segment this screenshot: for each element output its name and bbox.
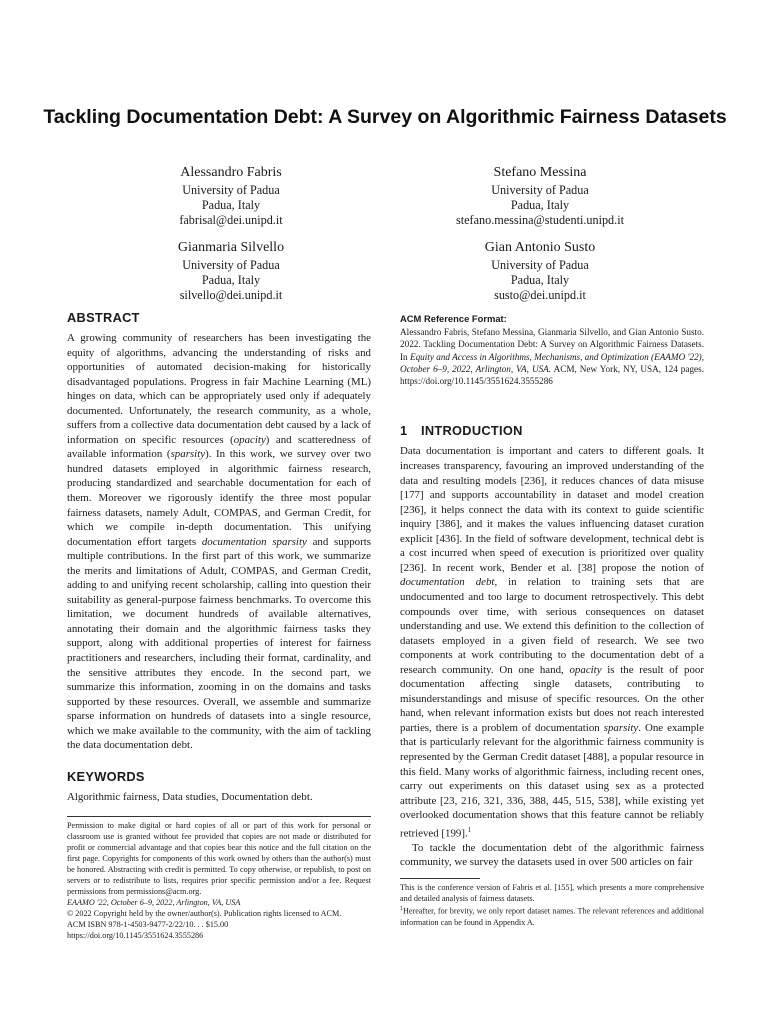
author-affiliation: University of Padua (491, 258, 589, 272)
author-block (405, 164, 675, 228)
paper-title: Tackling Documentation Debt: A Survey on Algorithmic Fairness Datasets (43, 106, 727, 128)
emphasis: opacity (233, 433, 266, 446)
section-number: 1 (400, 423, 408, 439)
doi-link[interactable]: https://doi.org/10.1145/3551624.3555286 (67, 931, 204, 941)
author-name: Stefano Messina (493, 165, 587, 180)
author-location: Padua, Italy (510, 273, 570, 287)
venue-line: EAAMO '22, October 6–9, 2022, Arlington, VA, USA (67, 898, 241, 908)
author-affiliation: University of Padua (182, 258, 280, 272)
author-block (96, 164, 366, 228)
permission-notice: Permission to make digital or hard copies of all or part of this work for personal or classroom use is granted without fee provided that copies are not made or distributed for profit or commercial advantage and that copies bear this notice and the full citation on the first page. Copyrights for components of this work owned by others than the author(s) must be honored. Abstracting with credit is permitted. To copy otherwise, or republish, to post on servers or to redistribute to lists, requires prior specific permission and/or a fee. Request permissions from permissions@acm.org. EAAMO '22, October 6–9, 2022, Arlington, VA, USA © 2022 Copyright held by the owner/author(s). Publication rights licensed to ACM. ACM ISBN 978-1-4503-9477-2/22/10. . . $15.00 https://doi.org/10.1145/3551624.3555286 (67, 821, 371, 941)
keywords-text: Algorithmic fairness, Data studies, Documentation debt. (67, 790, 313, 803)
keywords-heading: KEYWORDS (67, 768, 145, 784)
author-block (405, 239, 675, 303)
abstract-heading: ABSTRACT (67, 310, 140, 325)
right-column (400, 313, 704, 928)
author-location: Padua, Italy (510, 198, 570, 212)
permission-divider (67, 816, 371, 817)
author-name: Gianmaria Silvello (177, 240, 285, 255)
author-name: Alessandro Fabris (180, 165, 282, 180)
footnote: This is the conference version of Fabris et al. [155], which presents a more comprehensive and detailed analysis of fairness datasets. (400, 882, 704, 903)
reference-format-heading: ACM Reference Format: (400, 313, 507, 324)
footnote-marker[interactable]: 1 (467, 825, 472, 834)
footnote: $^1$Hereafter, for brevity, we only report dataset names. The relevant references and additional information can be found in Appendix A. (400, 905, 704, 927)
left-column (67, 310, 371, 941)
author-block (96, 239, 366, 303)
emphasis: sparsity (170, 448, 206, 461)
author-name: Gian Antonio Susto (484, 240, 596, 255)
emphasis: documentation sparsity (201, 535, 307, 548)
author-email[interactable]: stefano.messina@studenti.unipd.it (456, 213, 624, 227)
copyright-line: © 2022 Copyright held by the owner/author(s). Publication rights licensed to ACM. (67, 909, 342, 919)
footnote-divider (400, 878, 480, 879)
author-location: Padua, Italy (201, 198, 261, 212)
author-email[interactable]: fabrisal@dei.unipd.it (179, 213, 283, 227)
introduction-text: Data documentation is important and caters to different goals. It increases transparency, favouring an improved understanding of the data and resulting models [236], it reduces chances of data misuse [177] and supports accountability in dataset and model creation [236], it helps connect the data with its context to guide scientific inquiry [386], and it makes the values influencing dataset curation explicit [436]. In the field of software development, technical debt is a cost incurred when speed of execution is prioritized over quality [236]. In recent work, Bender et al. [38] propose the notion of documentation debt, in relation to training sets that are undocumented and too large to document retrospectively. This debt compounds over time, with serious consequences on dataset understanding and use. We extend this definition to the collection of datasets employed in a given field of research. We see two components at work contributing to the documentation debt of a research community. On one hand, opacity is the result of poor documentation affecting single datasets, contributing to misunderstandings and misuse of specific resources. On the other hand, when relevant information exists but does not reach interested parties, there is a problem of documentation sparsity. One example that is particularly relevant for the algorithmic fairness community is represented by the German Credit dataset [488], a popular resource in this field. Many works of algorithmic fairness, including recent ones, carry out experiments on this dataset using sex as a protected attribute [23, 216, 321, 336, 388, 445, 515, 538], while existing yet overlooked documentation shows that this feature cannot be reliably retrieved [199].$^1$ To tackle the documentation debt of the algorithmic fairness community, we survey the datasets used in over 500 articles on fair (400, 445, 704, 869)
author-affiliation: University of Padua (491, 183, 589, 197)
author-affiliation: University of Padua (182, 183, 280, 197)
introduction-heading (400, 423, 704, 438)
author-email[interactable]: susto@dei.unipd.it (494, 288, 586, 302)
isbn-line: ACM ISBN 978-1-4503-9477-2/22/10. . . $15.00 (67, 920, 229, 930)
section-title: INTRODUCTION (421, 423, 523, 439)
author-email[interactable]: silvello@dei.unipd.it (179, 288, 283, 302)
reference-format-text: Alessandro Fabris, Stefano Messina, Gianmaria Silvello, and Gian Antonio Susto. 2022. Tackling Documentation Debt: A Survey on Algorithmic Fairness Datasets. In Equity and Access in Algorithms, Mechanisms, and Optimization (EAAMO '22), October 6–9, 2022, Arlington, VA, USA. ACM, New York, NY, USA, 124 pages. https://doi.org/10.1145/3551624.3555286 (400, 327, 705, 387)
author-location: Padua, Italy (201, 273, 261, 287)
abstract-text: A growing community of researchers has been investigating the equity of algorithms, advancing the understanding of risks and opportunities of automated decision-making for historically disadvantaged populations. Progress in fair Machine Learning (ML) hinges on data, which can be appropriately used only if adequately documented. Unfortunately, the research community, as a whole, suffers from a collective data documentation debt caused by a lack of information on specific resources (opacity) and scatteredness of available information (sparsity). In this work, we survey over two hundred datasets employed in algorithmic fairness research, producing standardized and searchable documentation for each of them. Moreover we rigorously identify the three most popular fairness datasets, namely Adult, COMPAS, and German Credit, for which we compile in-depth documentation. This unifying documentation effort targets documentation sparsity and supports multiple contributions. In the first part of this work, we summarize the merits and limitations of Adult, COMPAS, and German Credit, adding to and unifying recent scholarship, calling into question their suitability as general-purpose fairness benchmarks. To overcome this limitation, we document hundreds of available alternatives, annotating their domain and the algorithmic fairness tasks they support, along with additional properties of interest for fairness practitioners and researchers, including their format, cardinality, and the sensitive attributes they encode. In the second part, we summarize this information, zooming in on the domains and tasks supported by these resources. Overall, we assemble and summarize sparse information on hundreds of datasets into a single resource, which we make available to the community, with the aim of tackling the data documentation debt. (67, 332, 372, 752)
